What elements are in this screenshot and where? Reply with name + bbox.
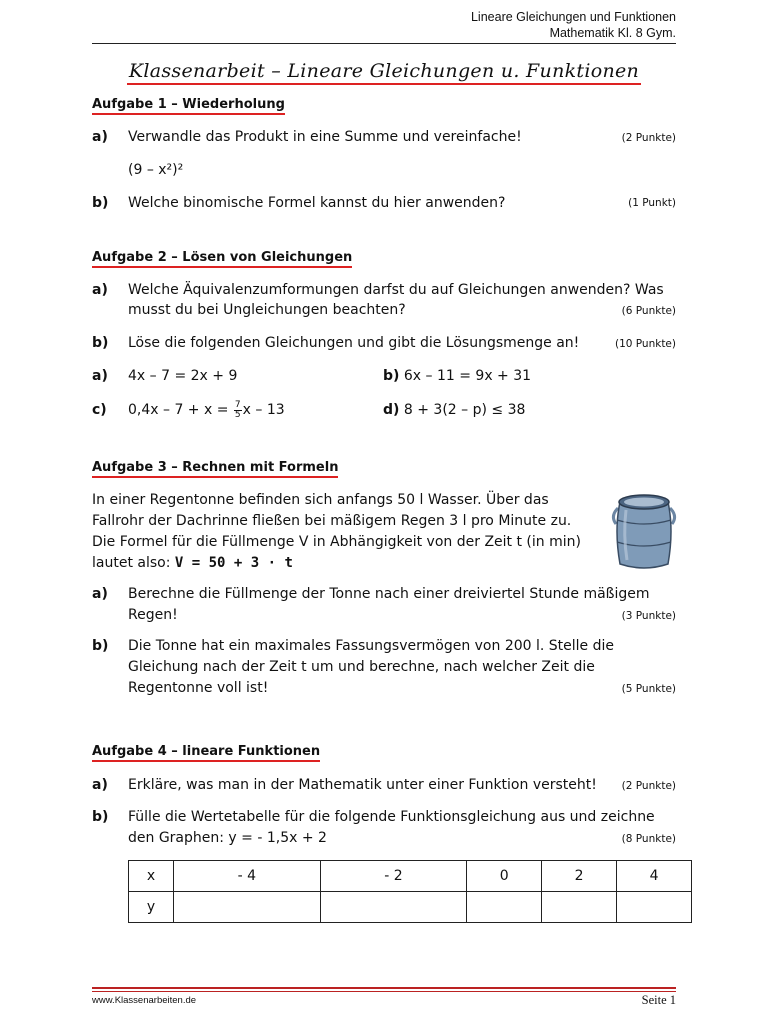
equation-a-label: a) xyxy=(92,368,108,384)
aufgabe2-a-points: (6 Punkte) xyxy=(621,305,676,317)
equation-c-fraction: $\frac{7}{5}$ xyxy=(234,399,241,420)
value-table-x-cell: - 4 xyxy=(174,861,321,892)
equation-c-label: c) xyxy=(92,402,107,418)
aufgabe4-a-text: Erkläre, was man in der Mathematik unter einer Funktion versteht! xyxy=(128,777,597,793)
equation-c: 0,4x – 7 + x = $\frac{7}{5}$ x – 13 xyxy=(128,399,285,420)
value-table-y-header: y xyxy=(129,892,174,923)
aufgabe3-a-label: a) xyxy=(92,586,108,602)
aufgabe2-heading: Aufgabe 2 – Lösen von Gleichungen xyxy=(92,250,352,265)
formula: V = 50 + 3 · t xyxy=(174,555,293,571)
aufgabe3-b-text-line1: Die Tonne hat ein maximales Fassungsvermögen von 200 l. Stelle die xyxy=(128,638,615,654)
header-divider xyxy=(92,43,676,44)
aufgabe1-a-points: (2 Punkte) xyxy=(621,132,676,144)
aufgabe1-b-label: b) xyxy=(92,195,109,211)
aufgabe4-a-points: (2 Punkte) xyxy=(621,780,676,792)
aufgabe4-b-label: b) xyxy=(92,809,109,825)
value-table-y-cell[interactable] xyxy=(174,892,321,923)
aufgabe1-b-points: (1 Punkt) xyxy=(628,197,676,209)
value-table xyxy=(128,860,692,923)
rain-barrel-icon xyxy=(608,490,680,572)
value-table-y-cell[interactable] xyxy=(617,892,692,923)
header-class: Mathematik Kl. 8 Gym. xyxy=(549,26,676,40)
aufgabe2-b-label: b) xyxy=(92,335,109,351)
value-table-x-header: x xyxy=(129,861,174,892)
footer-page-number: Seite 1 xyxy=(641,993,676,1007)
page-title: Klassenarbeit – Lineare Gleichungen u. Funktionen xyxy=(0,60,768,82)
aufgabe3-b-points: (5 Punkte) xyxy=(621,683,676,695)
value-table-y-cell[interactable] xyxy=(320,892,467,923)
aufgabe1-a-label: a) xyxy=(92,129,108,145)
value-table-y-cell[interactable] xyxy=(542,892,617,923)
aufgabe2-b-points: (10 Punkte) xyxy=(614,338,676,350)
aufgabe3-b-text-line3: Regentonne voll ist! xyxy=(128,680,269,696)
footer-divider-thin xyxy=(92,991,676,992)
value-table-x-cell: - 2 xyxy=(320,861,467,892)
aufgabe2-a-text-line1: Welche Äquivalenzumformungen darfst du auf Gleichungen anwenden? Was xyxy=(128,282,664,298)
aufgabe4-b-text-line1: Fülle die Wertetabelle für die folgende Funktionsgleichung aus und zeichne xyxy=(128,809,655,825)
aufgabe3-a-text-line1: Berechne die Füllmenge der Tonne nach einer dreiviertel Stunde mäßigem xyxy=(128,586,650,602)
aufgabe4-b-points: (8 Punkte) xyxy=(621,833,676,845)
aufgabe4-b-text-line2: den Graphen: y = - 1,5x + 2 xyxy=(128,830,327,846)
footer-divider xyxy=(92,987,676,989)
equation-b: b) 6x – 11 = 9x + 31 xyxy=(383,368,532,384)
value-table-x-cell: 4 xyxy=(617,861,692,892)
aufgabe4-heading: Aufgabe 4 – lineare Funktionen xyxy=(92,744,320,759)
aufgabe3-a-points: (3 Punkte) xyxy=(621,610,676,622)
aufgabe2-a-label: a) xyxy=(92,282,108,298)
aufgabe1-b-text: Welche binomische Formel kannst du hier anwenden? xyxy=(128,195,506,211)
aufgabe3-heading: Aufgabe 3 – Rechnen mit Formeln xyxy=(92,460,338,475)
aufgabe1-a-text: Verwandle das Produkt in eine Summe und vereinfache! xyxy=(128,129,522,145)
value-table-x-row xyxy=(129,861,692,892)
equation-d: d) 8 + 3(2 – p) ≤ 38 xyxy=(383,402,526,418)
aufgabe2-b-text: Löse die folgenden Gleichungen und gibt die Lösungsmenge an! xyxy=(128,335,580,351)
footer-website-link[interactable]: www.Klassenarbeiten.de xyxy=(92,995,197,1006)
aufgabe3-b-label: b) xyxy=(92,638,109,654)
equation-a: 4x – 7 = 2x + 9 xyxy=(128,368,238,384)
aufgabe3-a-text-line2: Regen! xyxy=(128,607,178,623)
value-table-y-row xyxy=(129,892,692,923)
equation-d-label: d) xyxy=(383,402,400,418)
equation-b-label: b) xyxy=(383,368,400,384)
value-table-x-cell: 0 xyxy=(467,861,542,892)
value-table-y-cell[interactable] xyxy=(467,892,542,923)
aufgabe1-heading: Aufgabe 1 – Wiederholung xyxy=(92,97,285,112)
value-table-x-cell: 2 xyxy=(542,861,617,892)
aufgabe2-a-text-line2: musst du bei Ungleichungen beachten? xyxy=(128,302,406,318)
aufgabe3-intro: In einer Regentonne befinden sich anfangs 50 l Wasser. Über das Fallrohr der Dachrinne fließen bei mäßigem Regen 3 l pro Minute zu. Die Formel für die Füllmenge V in Abhängigkeit von der Zeit t (in min) lautet also: V = 50 + 3 · t xyxy=(92,492,581,571)
aufgabe4-a-label: a) xyxy=(92,777,108,793)
header-subject: Lineare Gleichungen und Funktionen xyxy=(470,10,676,24)
aufgabe3-b-text-line2: Gleichung nach der Zeit t um und berechne, nach welcher Zeit die xyxy=(128,659,595,675)
aufgabe1-a-term: (9 – x²)² xyxy=(128,162,184,178)
